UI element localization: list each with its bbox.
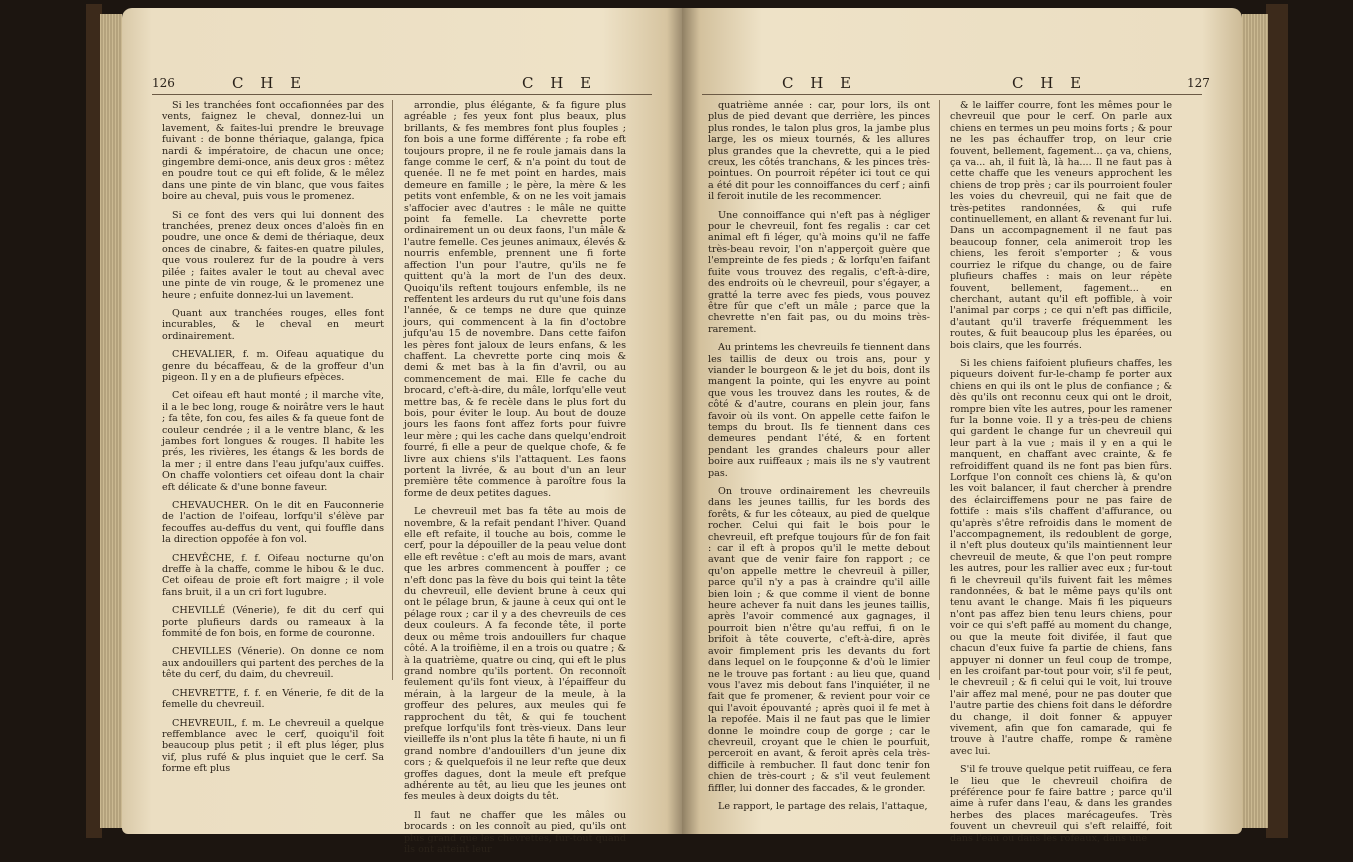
- left-page-column-2: [404, 100, 626, 862]
- paragraph: quatrième année : car, pour lors, ils ont plus de pied devant que derrière, les pinces plus rondes, le talon plus gros, la jambe plus large, les os mieux tournés, & les allures plus grandes que la chevrette, qui a le pied creux, les côtés tranchans, & les pinces très-pointues. On pourroit répéter ici tout ce qui a été dit pour les connoiffances du cerf ; ainfi il feroit inutile de les recommencer.: [708, 100, 930, 203]
- column-separator: [392, 100, 393, 680]
- paragraph: & le laiffer courre, font les mêmes pour le chevreuil que pour le cerf. On parle aux chiens en termes un peu moins forts ; & pour ne les pas échauffer trop, on leur crie fouvent, bellement, fagement... ça va, chiens, ça va... ah, il fuit là, là ha.... Il ne faut pas à cette chaffe que les veneurs approchent les chiens de trop près ; car ils pourroient fouler les voies du chevreuil, qui ne fait que de très-petites randonnées, & qui rufe continuellement, en allant & revenant fur lui. Dans un accompagnement il ne faut pas beaucoup fonner, cela animeroit trop les chiens, les feroit s'emporter ; & vous courriez le rifque du change, ou de faire plufieurs chaffes : mais on leur répète fouvent, bellement, fagement... en cherchant, autant qu'il eft poffible, à voir l'animal par corps ; ce qui n'eft pas difficile, d'autant qu'il traverfe fréquemment les routes, & fuit beaucoup plus les éparées, ou bois clairs, que les fourrés.: [950, 100, 1172, 351]
- page-edges-right: [1242, 14, 1268, 828]
- paragraph: Quant aux tranchées rouges, elles font incurables, & le cheval en meurt ordinairement.: [162, 307, 384, 342]
- paragraph: arrondie, plus élégante, & fa figure plus agréable ; fes yeux font plus beaux, plus brillants, & fes membres font plus fouples ; fon bois a une forme différente ; fa robe eft toujours propre, il ne fe roule jamais dans la fange comme le cerf, & n'a point du tout de quenée. Il ne fe met point en hardes, mais demeure en famille ; le père, la mère & les petits vont enfemble, & on ne les voit jamais s'affocier avec d'autres : le mâle ne quitte point fa femelle. La chevrette porte ordinairement un ou deux faons, l'un mâle & l'autre femelle. Ces jeunes animaux, élevés & nourris enfemble, prennent une fi forte affection l'un pour l'autre, qu'ils ne fe quittent qu'à la mort de l'un des deux. Quoiqu'ils reftent toujours enfemble, ils ne reffentent les ardeurs du rut qu'une fois dans l'année, & ce temps ne dure que quinze jours, qui commencent à la fin d'octobre jufqu'au 15 de novembre. Dans cette faifon les pères font jaloux de leurs enfans, & les chaffent. La chevrette porte cinq mois & demi & met bas à la fin d'avril, ou au commencement de mai. Elle fe cache du brocard, c'eft-à-dire, du mâle, lorfqu'elle veut mettre bas, & fe recèle dans le plus fort du bois, pour éviter le loup. Au bout de douze jours les faons font affez forts pour fuivre leur mère ; qui les cache dans quelqu'endroit fourré, fi elle a peur de quelque chofe, & fe livre aux chiens s'ils l'attaquent. Les faons portent la livrée, & au bout d'un an leur première tête commence à paroître fous la forme de deux petites dagues.: [404, 100, 626, 499]
- paragraph: CHEVILLÉ (Vénerie), fe dit du cerf qui porte plufieurs dards ou rameaux à la fommité de fon bois, en forme de couronne.: [162, 605, 384, 640]
- left-running-head-2: C H E: [522, 74, 598, 92]
- paragraph: Au printems les chevreuils fe tiennent dans les taillis de deux ou trois ans, pour y viander le bourgeon & le jet du bois, dont ils mangent la pointe, qui les enyvre au point que vous les trouvez dans les routes, & de côté & d'autre, courans en plein jour, fans favoir où ils vont. On appelle cette faifon le temps du brout. Ils fe tiennent dans ces demeures pendant l'été, & en fortent pendant les grandes chaleurs pour aller boire aux ruiffeaux ; mais ils ne s'y vautrent pas.: [708, 342, 930, 479]
- page-edges-left: [100, 14, 122, 828]
- left-page-column-1: [162, 100, 384, 782]
- right-page-number: 127: [1187, 76, 1210, 90]
- right-running-head-1: C H E: [782, 74, 858, 92]
- paragraph: CHEVREUIL, f. m. Le chevreuil a quelque reffemblance avec le cerf, quoiqu'il foit beaucoup plus petit ; il eft plus léger, plus vif, plus rufé & plus inquiet que le cerf. Sa forme eft plus: [162, 717, 384, 775]
- paragraph: CHEVAUCHER. On le dit en Fauconnerie de l'action de l'oifeau, lorfqu'il s'élève par fecouffes au-deffus du vent, qui fouffle dans la direction oppofée à fon vol.: [162, 500, 384, 546]
- paragraph: CHEVALIER, f. m. Oifeau aquatique du genre du bécaffeau, & de la groffeur d'un pigeon. Il y en a de plufieurs efpèces.: [162, 349, 384, 383]
- header-rule: [152, 94, 652, 95]
- paragraph: Cet oifeau eft haut monté ; il marche vîte, il a le bec long, rouge & noirâtre vers le haut ; fa tête, fon cou, fes ailes & fa queue font de couleur cendrée ; il a le ventre blanc, & les jambes fort longues & rouges. Il habite les prés, les rivières, les étangs & les bords de la mer ; il entre dans l'eau jufqu'aux cuiffes. On chaffe volontiers cet oifeau dont la chair eft délicate & d'une bonne faveur.: [162, 390, 384, 493]
- left-running-head-1: C H E: [232, 74, 308, 92]
- paragraph: Si les tranchées font occafionnées par des vents, faignez le cheval, donnez-lui un lavement, & faites-lui prendre le breuvage fuivant : de bonne thériaque, galanga, fpica nardi & impératoire, de chacun une once; gingembre demi-once, anis deux gros : mêtez en poudre tout ce qui eft folide, & le mêlez dans une pinte de vin blanc, que vous faites boire au cheval, puis vous le promenez.: [162, 100, 384, 203]
- paragraph: S'il fe trouve quelque petit ruiffeau, ce fera le lieu que le chevreuil choifira de préférence pour fe faire battre ; parce qu'il aime à rufer dans l'eau, & dans les grandes herbes des places marécageufes. Très fouvent un chevreuil qui s'eft relaiffé, foit dans l'eau ou dans les rofeaux, dans une: [950, 764, 1172, 844]
- column-separator: [939, 100, 940, 680]
- right-page-column-1: [708, 100, 930, 819]
- left-page-number: 126: [152, 76, 175, 90]
- left-page: [122, 8, 682, 855]
- book-cover-right: [1266, 4, 1288, 838]
- paragraph: CHEVILLES (Vénerie). On donne ce nom aux andouillers qui partent des perches de la tête du cerf, du daim, du chevreuil.: [162, 646, 384, 681]
- right-page: [682, 8, 1242, 844]
- paragraph: Si les chiens faifoient plufieurs chaffes, les piqueurs doivent fur-le-champ fe porter aux chiens en qui ils ont le plus de confiance ; & dès qu'ils ont reconnu ceux qui ont le droit, rompre bien vîte les autres, pour les ramener fur la bonne voie. Il y a très-peu de chiens qui gardent le change fur un chevreuil qui leur part à la vue ; mais il y en a qui le manquent, en chaffant avec crainte, & fe refroidiffent quand ils ne font pas bien fûrs. Lorfque l'on connoît ces chiens là, & qu'on les voit balancer, il faut chercher à prendre des éclairciffemens pour ne pas faire de fottife : mais s'ils chaffent d'affurance, ou qu'après s'être refroidis dans le moment de l'accompagnement, ils redoublent de gorge, il n'eft plus douteux qu'ils maintiennent leur chevreuil de meute, & que l'on peut rompre les autres, pour les rallier avec eux ; fur-tout fi le chevreuil qu'ils fuivent fait les mêmes randonnées, & bat le même pays qu'ils ont tenu avant le change. Mais fi les piqueurs n'ont pas affez bien tenu leurs chiens, pour voir ce qui s'eft paffé au moment du change, ou que la meute foit divifée, il faut que chacun d'eux fuive fa partie de chiens, fans appuyer ni donner un feul coup de trompe, en les croifant par-tout pour voir, s'il fe peut, le chevreuil ; & fi celui qui le voit, lui trouve l'air affez mal mené, pour ne pas douter que l'autre partie des chiens foit dans le défordre du change, il doit fonner & appuyer vivement, afin que fon camarade, qui fe trouve à l'autre chaffe, rompe & ramène avec lui.: [950, 357, 1172, 757]
- header-rule: [702, 94, 1202, 95]
- paragraph: Il faut ne chaffer que les mâles ou brocards : on les connoît au pied, qu'ils ont plus grand que les chevrettes, fur-tout quand ils ont atteint leur: [404, 809, 626, 855]
- paragraph: Le chevreuil met bas fa tête au mois de novembre, & la refait pendant l'hiver. Quand elle eft refaite, il touche au bois, comme le cerf, pour la dépouiller de la peau velue dont elle eft revêtue : c'eft au mois de mars, avant que les arbres commencent à pouffer ; ce n'eft donc pas la fève du bois qui teint la tête du chevreuil, elle devient brune à ceux qui ont le pélage brun, & jaune à ceux qui ont le pélage roux ; car il y a des chevreuils de ces deux couleurs. A fa feconde tête, il porte deux ou même trois andouillers fur chaque côté. A la troifième, il en a trois ou quatre ; & à la quatrième, quatre ou cinq, qui eft le plus grand nombre qu'ils portent. On reconnoît feulement qu'ils font vieux, à l'épaiffeur du mérain, à la largeur de la meule, à la groffeur des pelures, aux meules qui fe rapprochent du têt, & qui fe touchent prefque lorfqu'ils font très-vieux. Dans leur vieilleffe ils n'ont plus la tête fi haute, ni un fi grand nombre d'andouillers d'un jeune dix cors ; & quelquefois il ne leur refte que deux groffes dagues, dont la meule eft prefque adhérente au têt, au lieu que les jeunes ont fes meules à deux doigts du têt.: [404, 506, 626, 803]
- right-page-column-2: [950, 100, 1172, 851]
- paragraph: CHEVRETTE, f. f. en Vénerie, fe dit de la femelle du chevreuil.: [162, 687, 384, 711]
- paragraph: Si ce font des vers qui lui donnent des tranchées, prenez deux onces d'aloès fin en poudre, une once & demi de thériaque, deux onces de cinabre, & faites-en quatre pilules, que vous roulerez fur de la poudre à vers pilée ; faites avaler le tout au cheval avec une pinte de vin rouge, & le promenez une heure ; enfuite donnez-lui un lavement.: [162, 209, 384, 301]
- paragraph: Une connoiffance qui n'eft pas à négliger pour le chevreuil, font fes regalis : car cet animal eft fi léger, qu'à moins qu'il ne faffe très-beau revoir, l'on n'apperçoit guère que l'empreinte de fes pieds ; & lorfqu'en faifant fuite vous trouvez des regalis, c'eft-à-dire, des endroits où le chevreuil, pour s'égayer, a gratté la terre avec fes pieds, vous pouvez être fûr que c'eft un mâle ; parce que la chevrette n'en fait pas, ou du moins très-rarement.: [708, 209, 930, 335]
- paragraph: CHEVÊCHE, f. f. Oifeau nocturne qu'on dreffe à la chaffe, comme le hibou & le duc. Cet oifeau de proie eft fort maigre ; il vole fans bruit, il a un cri fort lugubre.: [162, 552, 384, 598]
- right-running-head-2: C H E: [1012, 74, 1088, 92]
- paragraph: Le rapport, le partage des relais, l'attaque,: [718, 800, 928, 812]
- paragraph: On trouve ordinairement les chevreuils dans les jeunes taillis, fur les bords des forêts, & fur les côteaux, au pied de quelque rocher. Celui qui fait le bois pour le chevreuil, eft prefque toujours fûr de fon fait : car il eft à propos qu'il le mette debout avant que de venir faire fon rapport ; ce qu'on appelle mettre le chevreuil à piller, parce qu'il n'y a pas à craindre qu'il aille bien loin ; & que comme il vient de bonne heure achever fa nuit dans les jeunes taillis, après l'avoir commencé aux gagnages, il pourroit bien n'être qu'au reffui, fi on le brifoit à tête couverte, c'eft-à-dire, après avoir fimplement pris les devants du fort dans lequel on le foupçonne & d'où le limier ne le trouve pas fortant : au lieu que, quand vous l'avez mis debout fans l'inquiéter, il ne fait que fe promener, & revient pour voir ce qui l'avoit épouvanté ; après quoi il fe met à la repofée. Mais il ne faut pas que le limier donne le moindre coup de gorge ; car le chevreuil, croyant que le chien le pourfuit, perceroit en avant, & feroit après cela très-difficile à rembucher. Il faut donc tenir fon chien de très-court ; & s'il veut feulement fiffler, lui donner des faccades, & le gronder.: [708, 486, 930, 794]
